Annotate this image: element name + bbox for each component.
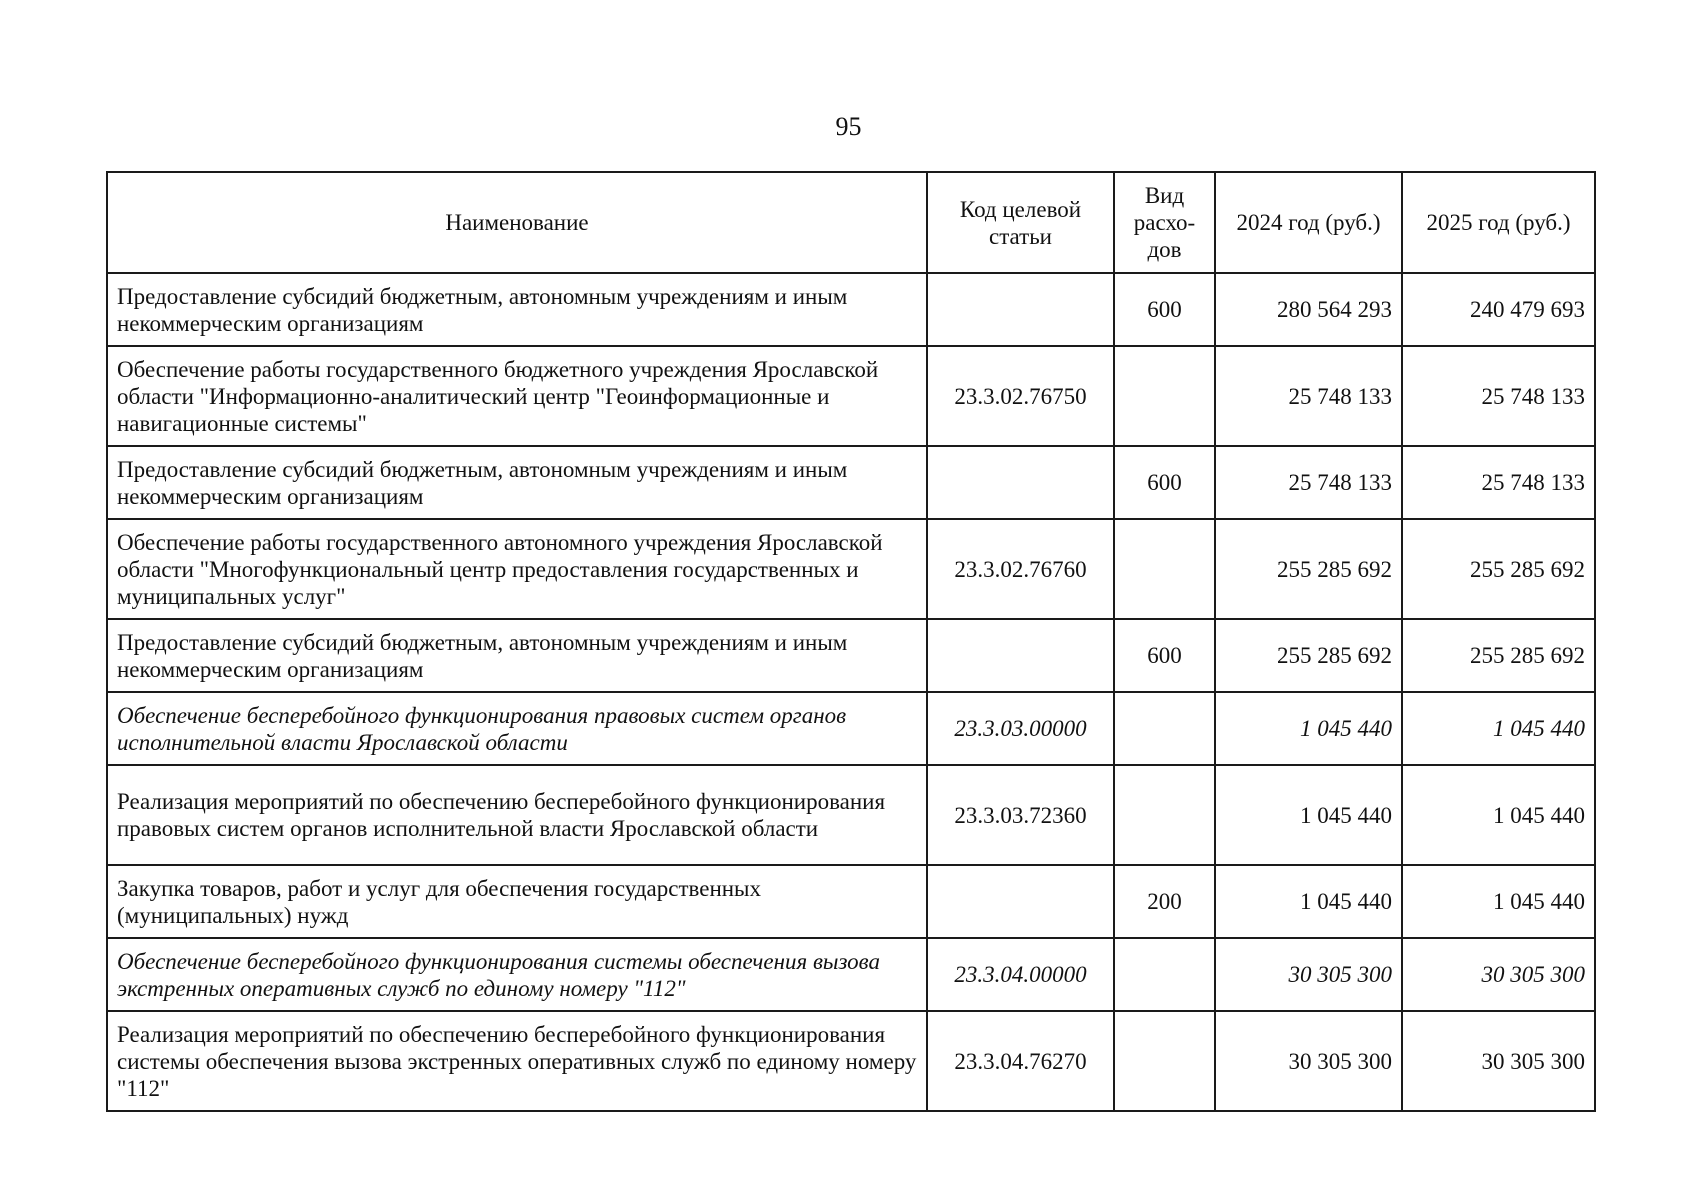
- row-code: [927, 619, 1114, 692]
- table-row: [107, 619, 1595, 692]
- row-amount-2024: 1 045 440: [1215, 765, 1402, 865]
- row-amount-2024: 1 045 440: [1215, 865, 1402, 938]
- row-name: Обеспечение работы государственного бюджетного учреждения Ярославской области "Информационно-аналитический центр "Геоинформационные и навигационные системы": [107, 346, 927, 446]
- row-name: Реализация мероприятий по обеспечению бесперебойного функционирования системы обеспечения вызова экстренных оперативных служб по единому номеру "112": [107, 1011, 927, 1111]
- table-row: [107, 938, 1595, 1011]
- header-code: Код целевой статьи: [927, 172, 1114, 273]
- table-row: [107, 865, 1595, 938]
- row-kind: 600: [1114, 446, 1215, 519]
- row-kind: 600: [1114, 273, 1215, 346]
- header-name: Наименование: [107, 172, 927, 273]
- page-number: 95: [835, 112, 862, 141]
- table-row: [107, 1011, 1595, 1111]
- row-amount-2025: 25 748 133: [1402, 346, 1595, 446]
- row-amount-2024: 25 748 133: [1215, 346, 1402, 446]
- row-amount-2024: 1 045 440: [1215, 692, 1402, 765]
- row-kind: [1114, 519, 1215, 619]
- table-row: [107, 273, 1595, 346]
- row-code: [927, 273, 1114, 346]
- row-code: 23.3.02.76760: [927, 519, 1114, 619]
- row-code: 23.3.02.76750: [927, 346, 1114, 446]
- row-amount-2025: 255 285 692: [1402, 519, 1595, 619]
- row-amount-2024: 25 748 133: [1215, 446, 1402, 519]
- row-name: Закупка товаров, работ и услуг для обеспечения государственных (муниципальных) нужд: [107, 865, 927, 938]
- row-name: Обеспечение бесперебойного функционирования системы обеспечения вызова экстренных оперативных служб по единому номеру "112": [107, 938, 927, 1011]
- row-kind: [1114, 692, 1215, 765]
- row-code: 23.3.03.00000: [927, 692, 1114, 765]
- row-name: Предоставление субсидий бюджетным, автономным учреждениям и иным некоммерческим организациям: [107, 446, 927, 519]
- table-row: [107, 346, 1595, 446]
- row-amount-2024: 255 285 692: [1215, 519, 1402, 619]
- header-2024: 2024 год (руб.): [1215, 172, 1402, 273]
- row-code: 23.3.04.76270: [927, 1011, 1114, 1111]
- row-amount-2024: 280 564 293: [1215, 273, 1402, 346]
- row-kind: [1114, 765, 1215, 865]
- row-amount-2024: 255 285 692: [1215, 619, 1402, 692]
- row-amount-2025: 240 479 693: [1402, 273, 1595, 346]
- header-kind: Вид расхо-дов: [1114, 172, 1215, 273]
- row-amount-2024: 30 305 300: [1215, 1011, 1402, 1111]
- table-row: [107, 692, 1595, 765]
- row-code: 23.3.04.00000: [927, 938, 1114, 1011]
- budget-table: [106, 171, 1596, 1112]
- header-2025: 2025 год (руб.): [1402, 172, 1595, 273]
- row-kind: [1114, 1011, 1215, 1111]
- table-row: [107, 446, 1595, 519]
- row-kind: 600: [1114, 619, 1215, 692]
- row-kind: [1114, 938, 1215, 1011]
- row-name: Предоставление субсидий бюджетным, автономным учреждениям и иным некоммерческим организациям: [107, 273, 927, 346]
- row-kind: [1114, 346, 1215, 446]
- row-amount-2025: 30 305 300: [1402, 1011, 1595, 1111]
- row-kind: 200: [1114, 865, 1215, 938]
- row-code: [927, 865, 1114, 938]
- row-amount-2025: 1 045 440: [1402, 765, 1595, 865]
- row-amount-2025: 1 045 440: [1402, 692, 1595, 765]
- row-amount-2025: 30 305 300: [1402, 938, 1595, 1011]
- row-amount-2025: 1 045 440: [1402, 865, 1595, 938]
- row-amount-2024: 30 305 300: [1215, 938, 1402, 1011]
- header-row: [107, 172, 1595, 273]
- row-code: 23.3.03.72360: [927, 765, 1114, 865]
- row-name: Предоставление субсидий бюджетным, автономным учреждениям и иным некоммерческим организациям: [107, 619, 927, 692]
- table-row: [107, 765, 1595, 865]
- row-amount-2025: 25 748 133: [1402, 446, 1595, 519]
- table-row: [107, 519, 1595, 619]
- row-amount-2025: 255 285 692: [1402, 619, 1595, 692]
- row-name: Обеспечение бесперебойного функционирования правовых систем органов исполнительной власти Ярославской области: [107, 692, 927, 765]
- row-code: [927, 446, 1114, 519]
- row-name: Обеспечение работы государственного автономного учреждения Ярославской области "Многофункциональный центр предоставления государственных и муниципальных услуг": [107, 519, 927, 619]
- row-name: Реализация мероприятий по обеспечению бесперебойного функционирования правовых систем органов исполнительной власти Ярославской области: [107, 765, 927, 865]
